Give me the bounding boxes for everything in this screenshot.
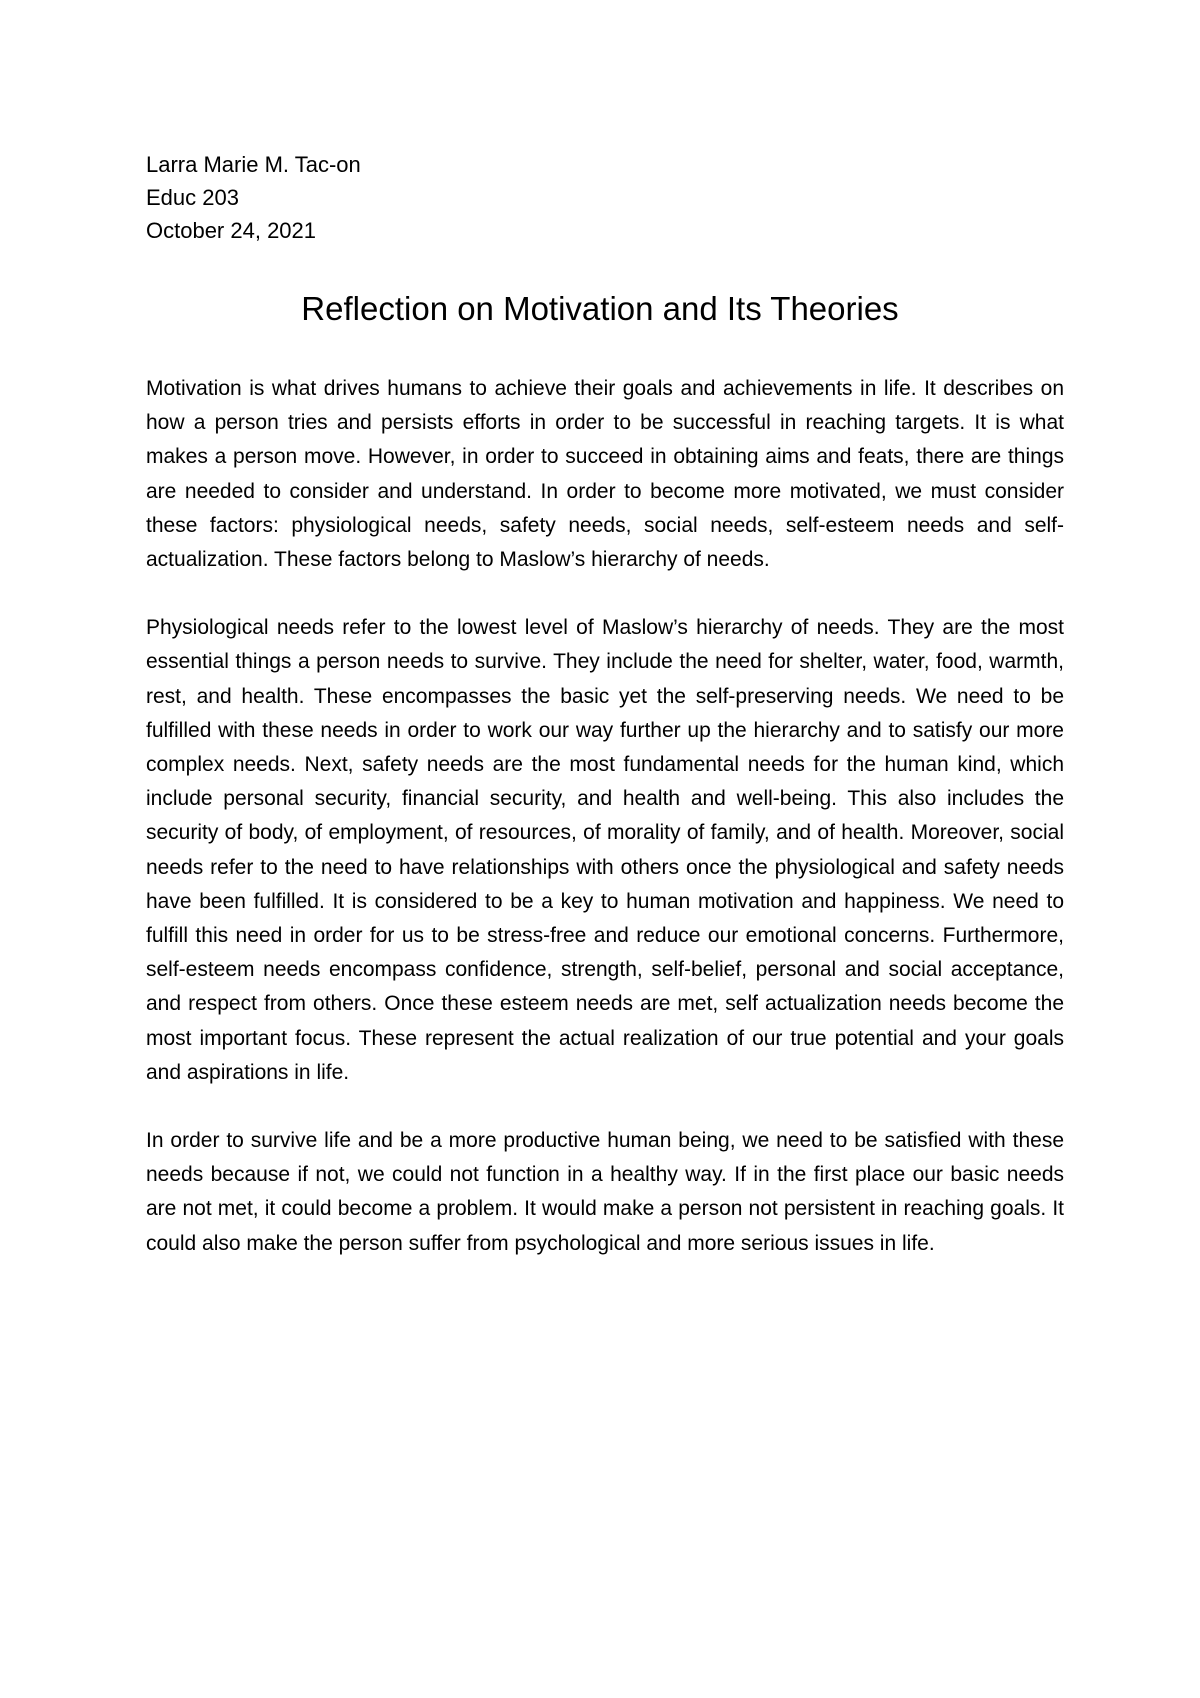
course-code: Educ 203 xyxy=(146,185,239,210)
paragraph-2: Physiological needs refer to the lowest level of Maslow’s hierarchy of needs. They are the most essential things a person needs to survive. They include the need for shelter, water, food, warmth, rest, and health. These encompasses the basic yet the self-preserving needs. We need to be fulfilled with these needs in order to work our way further up the hierarchy and to satisfy our more complex needs. Next, safety needs are the most fundamental needs for the human kind, which include personal security, financial security, and health and well-being. This also includes the security of body, of employment, of resources, of morality of family, and of health. Moreover, social needs refer to the need to have relationships with others once the physiological and safety needs have been fulfilled. It is considered to be a key to human motivation and happiness. We need to fulfill this need in order for us to be stress-free and reduce our emotional concerns. Furthermore, self-esteem needs encompass confidence, strength, self-belief, personal and social acceptance, and respect from others. Once these esteem needs are met, self actualization needs become the most important focus. These represent the actual realization of our true potential and your goals and aspirations in life. xyxy=(146,616,1064,1084)
paragraph-3: In order to survive life and be a more productive human being, we need to be satisfied with these needs because if not, we could not function in a healthy way. If in the first place our basic needs are not met, it could become a problem. It would make a person not persistent in reaching goals. It could also make the person suffer from psychological and more serious issues in life. xyxy=(146,1129,1064,1255)
document-date: October 24, 2021 xyxy=(146,218,317,243)
author-name: Larra Marie M. Tac-on xyxy=(146,152,361,177)
document-header xyxy=(146,148,846,247)
document-title: Reflection on Motivation and Its Theories xyxy=(301,290,899,327)
paragraph-1: Motivation is what drives humans to achieve their goals and achievements in life. It describes on how a person tries and persists efforts in order to be successful in reaching targets. It is what makes a person move. However, in order to succeed in obtaining aims and feats, there are things are needed to consider and understand. In order to become more motivated, we must consider these factors: physiological needs, safety needs, social needs, self-esteem needs and self-actualization. These factors belong to Maslow’s hierarchy of needs. xyxy=(146,377,1064,572)
document-body xyxy=(146,372,1064,1295)
